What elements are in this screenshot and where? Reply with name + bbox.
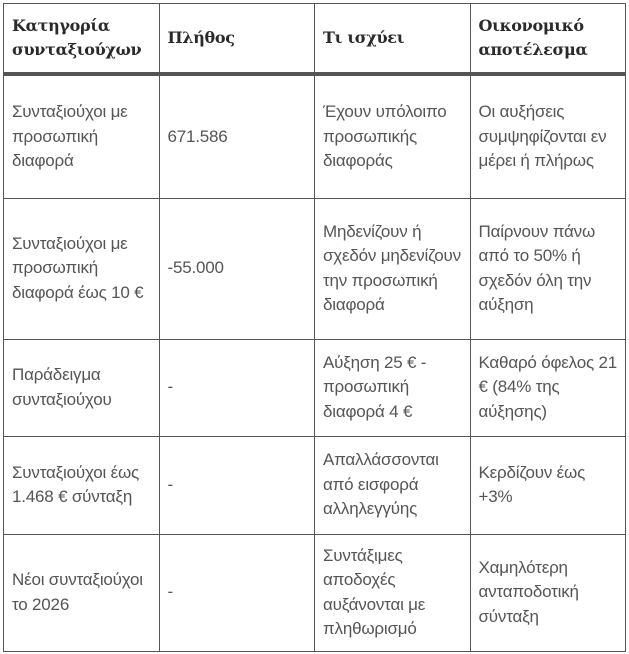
cell-count: - bbox=[159, 534, 315, 651]
cell-count: - bbox=[159, 436, 315, 534]
cell-category: Νέοι συνταξιούχοι το 2026 bbox=[4, 534, 160, 651]
cell-category: Συνταξιούχοι με προσωπική διαφορά bbox=[4, 74, 160, 198]
cell-what-applies: Συντάξιμες αποδοχές αυξάνονται με πληθωρισμό bbox=[315, 534, 471, 651]
cell-financial-result: Οι αυξήσεις συμψηφίζονται εν μέρει ή πλήρως bbox=[470, 74, 626, 198]
table-row bbox=[4, 436, 626, 534]
table-row bbox=[4, 74, 626, 198]
cell-count: - bbox=[159, 339, 315, 436]
cell-financial-result: Κερδίζουν έως +3% bbox=[470, 436, 626, 534]
cell-financial-result: Καθαρό όφελος 21 € (84% της αύξησης) bbox=[470, 339, 626, 436]
cell-financial-result: Χαμηλότερη ανταποδοτική σύνταξη bbox=[470, 534, 626, 651]
cell-count: -55.000 bbox=[159, 198, 315, 339]
cell-financial-result: Παίρνουν πάνω από το 50% ή σχεδόν όλη την αύξηση bbox=[470, 198, 626, 339]
cell-category: Συνταξιούχοι έως 1.468 € σύνταξη bbox=[4, 436, 160, 534]
cell-category: Παράδειγμα συνταξιούχου bbox=[4, 339, 160, 436]
table-row bbox=[4, 339, 626, 436]
header-category: Κατηγορία συνταξιούχων bbox=[4, 4, 160, 75]
header-what-applies: Τι ισχύει bbox=[315, 4, 471, 75]
table-row bbox=[4, 534, 626, 651]
cell-what-applies: Αύξηση 25 € - προσωπική διαφορά 4 € bbox=[315, 339, 471, 436]
pension-table bbox=[3, 3, 626, 652]
header-row bbox=[4, 4, 626, 75]
header-count: Πλήθος bbox=[159, 4, 315, 75]
header-financial-result: Οικονομικό αποτέλεσμα bbox=[470, 4, 626, 75]
cell-what-applies: Μηδενίζουν ή σχεδόν μηδενίζουν την προσωπική διαφορά bbox=[315, 198, 471, 339]
cell-what-applies: Απαλλάσσονται από εισφορά αλληλεγγύης bbox=[315, 436, 471, 534]
cell-count: 671.586 bbox=[159, 74, 315, 198]
cell-what-applies: Έχουν υπόλοιπο προσωπικής διαφοράς bbox=[315, 74, 471, 198]
cell-category: Συνταξιούχοι με προσωπική διαφορά έως 10 € bbox=[4, 198, 160, 339]
table-row bbox=[4, 198, 626, 339]
